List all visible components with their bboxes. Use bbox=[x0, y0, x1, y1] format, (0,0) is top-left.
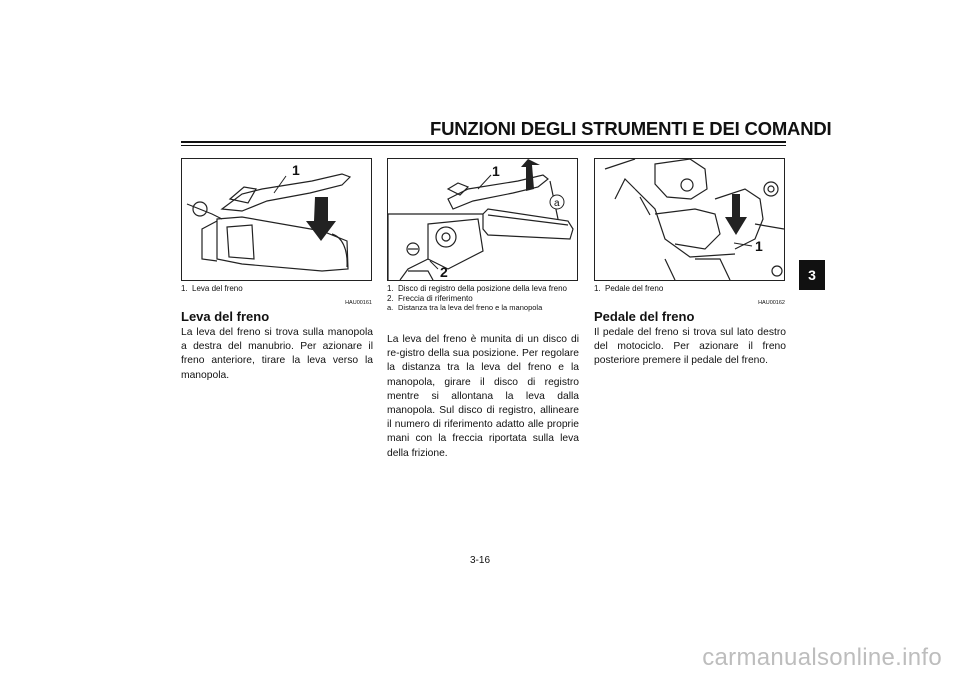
callout-1: 1 bbox=[755, 238, 763, 254]
caption-text: Leva del freno bbox=[192, 284, 243, 293]
callout-1: 1 bbox=[492, 163, 500, 179]
watermark: carmanualsonline.info bbox=[702, 644, 942, 671]
title-rule-thin bbox=[181, 145, 786, 146]
figure-caption: 1. Pedale del freno bbox=[594, 284, 664, 293]
section-code: HAU00162 bbox=[758, 300, 785, 306]
figure-caption: 1. Leva del freno bbox=[181, 284, 243, 293]
caption-text: Freccia di riferimento bbox=[398, 293, 473, 303]
figure-brake-pedal bbox=[594, 158, 785, 281]
callout-a: a bbox=[554, 198, 560, 209]
callout-2: 2 bbox=[440, 264, 448, 280]
chapter-tab: 3 bbox=[799, 260, 825, 290]
figure-adjuster-dial bbox=[387, 158, 578, 281]
figure-brake-lever bbox=[181, 158, 372, 281]
title-rule bbox=[181, 141, 786, 143]
section-body: La leva del freno è munita di un disco di re-gistro della sua posizione. Per regolare la distanza tra la leva del freno e la manopola, girare il disco di registro mentre si allontana la leva dalla manopola. Sul disco di registro, allineare il numero di riferimento adatto alle proprie mani con la freccia riportata sulla leva della frizione. bbox=[387, 334, 579, 459]
section-code: HAU00161 bbox=[345, 300, 372, 306]
caption-text: Distanza tra la leva del freno e la manopola bbox=[398, 303, 543, 312]
callout-1: 1 bbox=[292, 162, 300, 178]
section-body: Il pedale del freno si trova sul lato destro del motociclo. Per azionare il freno posteriore premere il pedale del freno. bbox=[594, 327, 786, 367]
page-title: FUNZIONI DEGLI STRUMENTI E DEI COMANDI bbox=[430, 118, 832, 139]
page-number: 3-16 bbox=[469, 555, 490, 566]
section-heading: Leva del freno bbox=[181, 309, 270, 324]
figure-caption: 1. Disco di registro della posizione della leva freno 2. Freccia di riferimento a. Distanza tra la leva del freno e la manopola bbox=[387, 284, 567, 312]
section-heading: Pedale del freno bbox=[594, 309, 695, 324]
section-body: La leva del freno si trova sulla manopola a destra del manubrio. Per azionare il freno anteriore, tirare la leva verso la manopola. bbox=[181, 327, 373, 381]
caption-text: Pedale del freno bbox=[605, 284, 664, 293]
caption-text: Disco di registro della posizione della leva freno bbox=[398, 284, 567, 293]
